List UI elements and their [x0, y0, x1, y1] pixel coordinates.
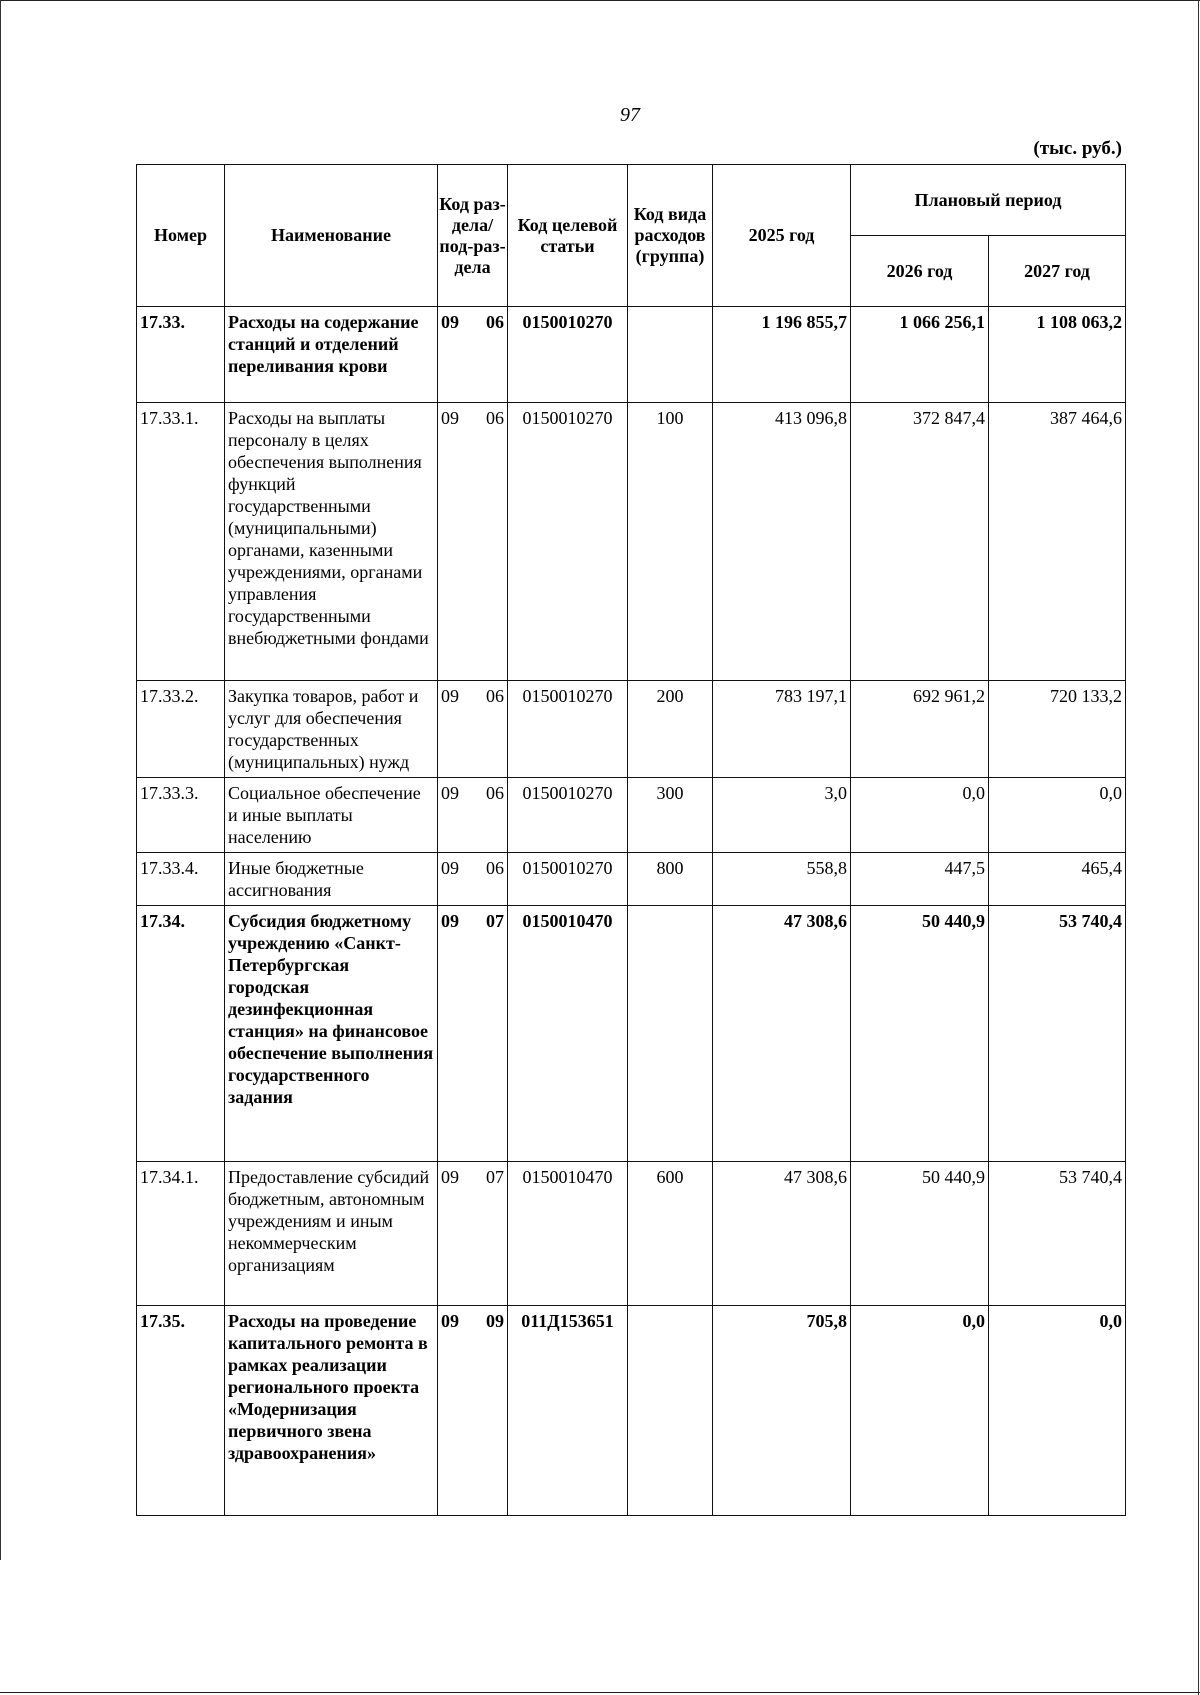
subsection-code: 07 [486, 1167, 504, 1187]
row-expense-type: 100 [628, 403, 713, 681]
row-name: Расходы на содержание станций и отделений переливания крови [225, 307, 438, 403]
row-amount-2026: 0,0 [851, 778, 989, 853]
section-code: 09 [441, 312, 459, 332]
row-amount-2027: 53 740,4 [989, 1162, 1126, 1306]
row-section-code [438, 403, 508, 681]
row-section-code [438, 307, 508, 403]
row-amount-2025: 47 308,6 [713, 906, 851, 1162]
table-body [137, 307, 1126, 1516]
row-name: Расходы на выплаты персоналу в целях обеспечения выполнения функций государственными (муниципальными) органами, казенными учреждениями, органами управления государственными внебюджетными фондами [225, 403, 438, 681]
page-border-right [1198, 0, 1199, 1695]
row-number: 17.33.2. [137, 681, 225, 778]
table-row [137, 853, 1126, 906]
row-number: 17.33.1. [137, 403, 225, 681]
page-border-bottom [0, 1692, 1200, 1693]
table-header [137, 165, 1126, 307]
section-code: 09 [441, 408, 459, 428]
subsection-code: 09 [486, 1311, 504, 1331]
row-amount-2025: 413 096,8 [713, 403, 851, 681]
page-number: 97 [620, 104, 640, 126]
row-amount-2027: 465,4 [989, 853, 1126, 906]
row-amount-2027: 1 108 063,2 [989, 307, 1126, 403]
row-amount-2027: 53 740,4 [989, 906, 1126, 1162]
header-name: Наименование [225, 165, 438, 307]
row-number: 17.35. [137, 1306, 225, 1516]
subsection-code: 07 [486, 911, 504, 931]
header-2027: 2027 год [989, 236, 1126, 307]
row-target-code: 011Д153651 [508, 1306, 628, 1516]
row-target-code: 0150010470 [508, 906, 628, 1162]
table-row [137, 403, 1126, 681]
row-amount-2027: 0,0 [989, 1306, 1126, 1516]
row-amount-2026: 372 847,4 [851, 403, 989, 681]
row-amount-2025: 3,0 [713, 778, 851, 853]
table-row [137, 1162, 1126, 1306]
page-border-top [0, 0, 1200, 1]
row-section-code [438, 1162, 508, 1306]
row-number: 17.33.3. [137, 778, 225, 853]
row-expense-type [628, 307, 713, 403]
row-amount-2026: 447,5 [851, 853, 989, 906]
row-target-code: 0150010270 [508, 403, 628, 681]
row-name: Социальное обеспечение и иные выплаты населению [225, 778, 438, 853]
row-target-code: 0150010270 [508, 307, 628, 403]
table-row [137, 681, 1126, 778]
row-number: 17.33.4. [137, 853, 225, 906]
row-target-code: 0150010270 [508, 681, 628, 778]
row-section-code [438, 1306, 508, 1516]
row-target-code: 0150010470 [508, 1162, 628, 1306]
section-code: 09 [441, 858, 459, 878]
row-name: Расходы на проведение капитального ремонта в рамках реализации регионального проекта «Модернизация первичного звена здравоохранения» [225, 1306, 438, 1516]
table-row [137, 1306, 1126, 1516]
row-section-code [438, 778, 508, 853]
header-planned-period: Плановый период [851, 165, 1126, 236]
row-amount-2025: 558,8 [713, 853, 851, 906]
row-number: 17.34.1. [137, 1162, 225, 1306]
page-border-left [0, 0, 1, 1560]
row-target-code: 0150010270 [508, 778, 628, 853]
row-name: Субсидия бюджетному учреждению «Санкт-Петербургская городская дезинфекционная станция» на финансовое обеспечение выполнения государственного задания [225, 906, 438, 1162]
row-expense-type [628, 1306, 713, 1516]
subsection-code: 06 [486, 686, 504, 706]
header-number: Номер [137, 165, 225, 307]
section-code: 09 [441, 1311, 459, 1331]
row-expense-type: 300 [628, 778, 713, 853]
section-code: 09 [441, 686, 459, 706]
row-amount-2025: 705,8 [713, 1306, 851, 1516]
row-amount-2027: 720 133,2 [989, 681, 1126, 778]
header-section: Код раз-дела/ под-раз-дела [438, 165, 508, 307]
row-section-code [438, 906, 508, 1162]
section-code: 09 [441, 1167, 459, 1187]
units-label: (тыс. руб.) [1033, 138, 1122, 159]
row-target-code: 0150010270 [508, 853, 628, 906]
row-section-code [438, 853, 508, 906]
header-2026: 2026 год [851, 236, 989, 307]
header-2025: 2025 год [713, 165, 851, 307]
row-amount-2025: 47 308,6 [713, 1162, 851, 1306]
budget-table [136, 164, 1126, 1516]
row-name: Закупка товаров, работ и услуг для обеспечения государственных (муниципальных) нужд [225, 681, 438, 778]
row-name: Предоставление субсидий бюджетным, автономным учреждениям и иным некоммерческим организациям [225, 1162, 438, 1306]
table-row [137, 307, 1126, 403]
row-section-code [438, 681, 508, 778]
row-amount-2026: 0,0 [851, 1306, 989, 1516]
row-amount-2027: 0,0 [989, 778, 1126, 853]
row-expense-type: 200 [628, 681, 713, 778]
row-amount-2026: 50 440,9 [851, 1162, 989, 1306]
header-target: Код целевой статьи [508, 165, 628, 307]
row-name: Иные бюджетные ассигнования [225, 853, 438, 906]
table-row [137, 778, 1126, 853]
section-code: 09 [441, 783, 459, 803]
row-expense-type [628, 906, 713, 1162]
row-amount-2026: 50 440,9 [851, 906, 989, 1162]
subsection-code: 06 [486, 783, 504, 803]
row-amount-2026: 1 066 256,1 [851, 307, 989, 403]
row-expense-type: 600 [628, 1162, 713, 1306]
section-code: 09 [441, 911, 459, 931]
table-row [137, 906, 1126, 1162]
row-expense-type: 800 [628, 853, 713, 906]
subsection-code: 06 [486, 408, 504, 428]
row-number: 17.34. [137, 906, 225, 1162]
row-amount-2027: 387 464,6 [989, 403, 1126, 681]
row-amount-2026: 692 961,2 [851, 681, 989, 778]
row-amount-2025: 1 196 855,7 [713, 307, 851, 403]
row-amount-2025: 783 197,1 [713, 681, 851, 778]
header-type: Код вида расходов (группа) [628, 165, 713, 307]
row-number: 17.33. [137, 307, 225, 403]
subsection-code: 06 [486, 312, 504, 332]
subsection-code: 06 [486, 858, 504, 878]
